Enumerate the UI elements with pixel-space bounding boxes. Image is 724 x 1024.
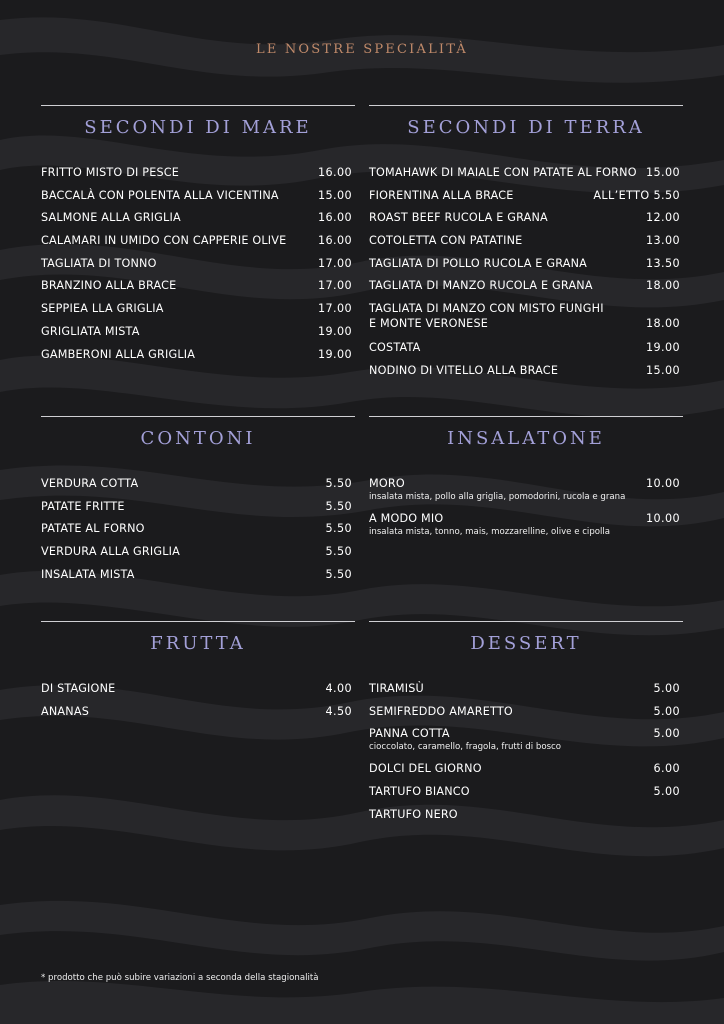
item-price: ALL’ETTO 5.50 [593,189,680,202]
item-price: 5.50 [325,522,352,535]
section-insalatone [369,416,683,537]
section-frutta [41,621,355,718]
item-price: 15.00 [645,364,680,377]
item-price: 16.00 [317,166,352,179]
item-name: INSALATA MISTA [41,568,135,581]
menu-item [369,784,683,799]
item-name: DI STAGIONE [41,682,116,695]
item-name: TARTUFO BIANCO [369,785,470,798]
menu-item [41,165,355,180]
item-price: 19.00 [317,348,352,361]
menu-item [369,726,683,753]
item-name: BRANZINO ALLA BRACE [41,279,177,292]
item-name: PATATE FRITTE [41,500,125,513]
section-heading: FRUTTA [150,633,246,654]
item-price: 13.00 [645,234,680,247]
item-description: insalata mista, pollo alla griglia, pomodorini, rucola e grana [369,492,626,502]
item-price: 17.00 [317,279,352,292]
item-price: 4.00 [325,682,352,695]
item-name: DOLCI DEL GIORNO [369,762,482,775]
section-divider [41,621,355,622]
section-divider [369,416,683,417]
menu-item [369,278,683,293]
menu-item [41,476,355,491]
menu-item [41,544,355,559]
menu-item [369,363,683,378]
menu-item [369,807,683,822]
item-price: 5.00 [653,785,680,798]
item-price: 5.00 [653,682,680,695]
section-divider [41,105,355,106]
menu-item [41,499,355,514]
menu-item [369,681,683,696]
item-price: 5.00 [653,705,680,718]
item-name: A MODO MIO [369,512,444,525]
menu-item [41,567,355,582]
section-heading: CONTONI [140,428,256,449]
menu-item [369,165,683,180]
item-name: PATATE AL FORNO [41,522,145,535]
item-price: 15.00 [317,189,352,202]
menu-item [369,761,683,776]
item-description: insalata mista, tonno, mais, mozzarelline, olive e cipolla [369,527,611,537]
item-name: VERDURA ALLA GRIGLIA [41,545,181,558]
menu-item [369,301,683,331]
item-name: SEMIFREDDO AMARETTO [369,705,513,718]
menu-item [369,511,683,538]
menu-item [41,324,355,339]
menu-item [41,278,355,293]
menu-item [369,233,683,248]
menu-item [41,704,355,719]
menu-item [369,188,683,203]
menu-item [369,256,683,271]
section-dessert [369,621,683,821]
item-price: 6.00 [653,762,680,775]
section-heading: SECONDI DI MARE [84,117,312,138]
item-price: 5.50 [325,477,352,490]
item-name: GAMBERONI ALLA GRIGLIA [41,348,196,361]
menu-item [41,347,355,362]
item-name: FRITTO MISTO DI PESCE [41,166,180,179]
section-heading: INSALATONE [447,428,605,449]
item-price: 18.00 [645,279,680,292]
item-price: 5.50 [325,500,352,513]
item-price: 5.50 [325,568,352,581]
item-name: COTOLETTA CON PATATINE [369,234,523,247]
menu-item [41,188,355,203]
item-name: TIRAMISÙ [369,682,424,695]
item-price: 18.00 [645,317,680,330]
item-name: TAGLIATA DI MANZO RUCOLA E GRANA [369,279,593,292]
item-description: cioccolato, caramello, fragola, frutti di bosco [369,742,562,752]
item-name: NODINO DI VITELLO ALLA BRACE [369,364,559,377]
menu-item [369,210,683,225]
item-name: BACCALÀ CON POLENTA ALLA VICENTINA [41,189,279,202]
item-price: 12.00 [645,211,680,224]
footnote: * prodotto che può subire variazioni a seconda della stagionalità [41,973,319,983]
item-name: VERDURA COTTA [41,477,139,490]
section-secondi-di-mare [41,105,355,361]
item-name: TAGLIATA DI MANZO CON MISTO FUNGHI E MONTE VERONESE [369,302,604,330]
item-name: TOMAHAWK DI MAIALE CON PATATE AL FORNO [369,166,637,179]
item-price: 10.00 [645,477,680,490]
item-price: 5.50 [325,545,352,558]
section-divider [41,416,355,417]
menu-item [369,704,683,719]
section-heading: DESSERT [470,633,582,654]
item-price: 4.50 [325,705,352,718]
item-price: 16.00 [317,234,352,247]
item-name: SEPPIEA LLA GRIGLIA [41,302,164,315]
item-name: MORO [369,477,405,490]
item-price: 5.00 [653,727,680,740]
item-name: FIORENTINA ALLA BRACE [369,189,514,202]
section-divider [369,105,683,106]
menu-item [41,301,355,316]
item-price: 13.50 [645,257,680,270]
menu-item [41,681,355,696]
item-name: PANNA COTTA [369,727,450,740]
item-price: 10.00 [645,512,680,525]
item-price: 17.00 [317,257,352,270]
section-contorni [41,416,355,581]
item-price: 19.00 [645,341,680,354]
item-price: 17.00 [317,302,352,315]
page-title: LE NOSTRE SPECIALITÀ [255,42,468,57]
item-name: TAGLIATA DI POLLO RUCOLA E GRANA [369,257,587,270]
section-divider [369,621,683,622]
menu-item [41,256,355,271]
menu-item [41,233,355,248]
item-name: TARTUFO NERO [369,808,458,821]
item-name: GRIGLIATA MISTA [41,325,140,338]
menu-item [41,210,355,225]
item-name: ROAST BEEF RUCOLA E GRANA [369,211,548,224]
item-name: TAGLIATA DI TONNO [41,257,157,270]
menu-item [369,340,683,355]
section-secondi-di-terra [369,105,683,377]
item-name: ANANAS [41,705,89,718]
item-name: COSTATA [369,341,421,354]
menu-item [369,476,683,503]
item-name: SALMONE ALLA GRIGLIA [41,211,181,224]
item-price: 16.00 [317,211,352,224]
item-name: CALAMARI IN UMIDO CON CAPPERIE OLIVE [41,234,287,247]
section-heading: SECONDI DI TERRA [407,117,645,138]
item-price: 15.00 [645,166,680,179]
item-price: 19.00 [317,325,352,338]
menu-item [41,521,355,536]
